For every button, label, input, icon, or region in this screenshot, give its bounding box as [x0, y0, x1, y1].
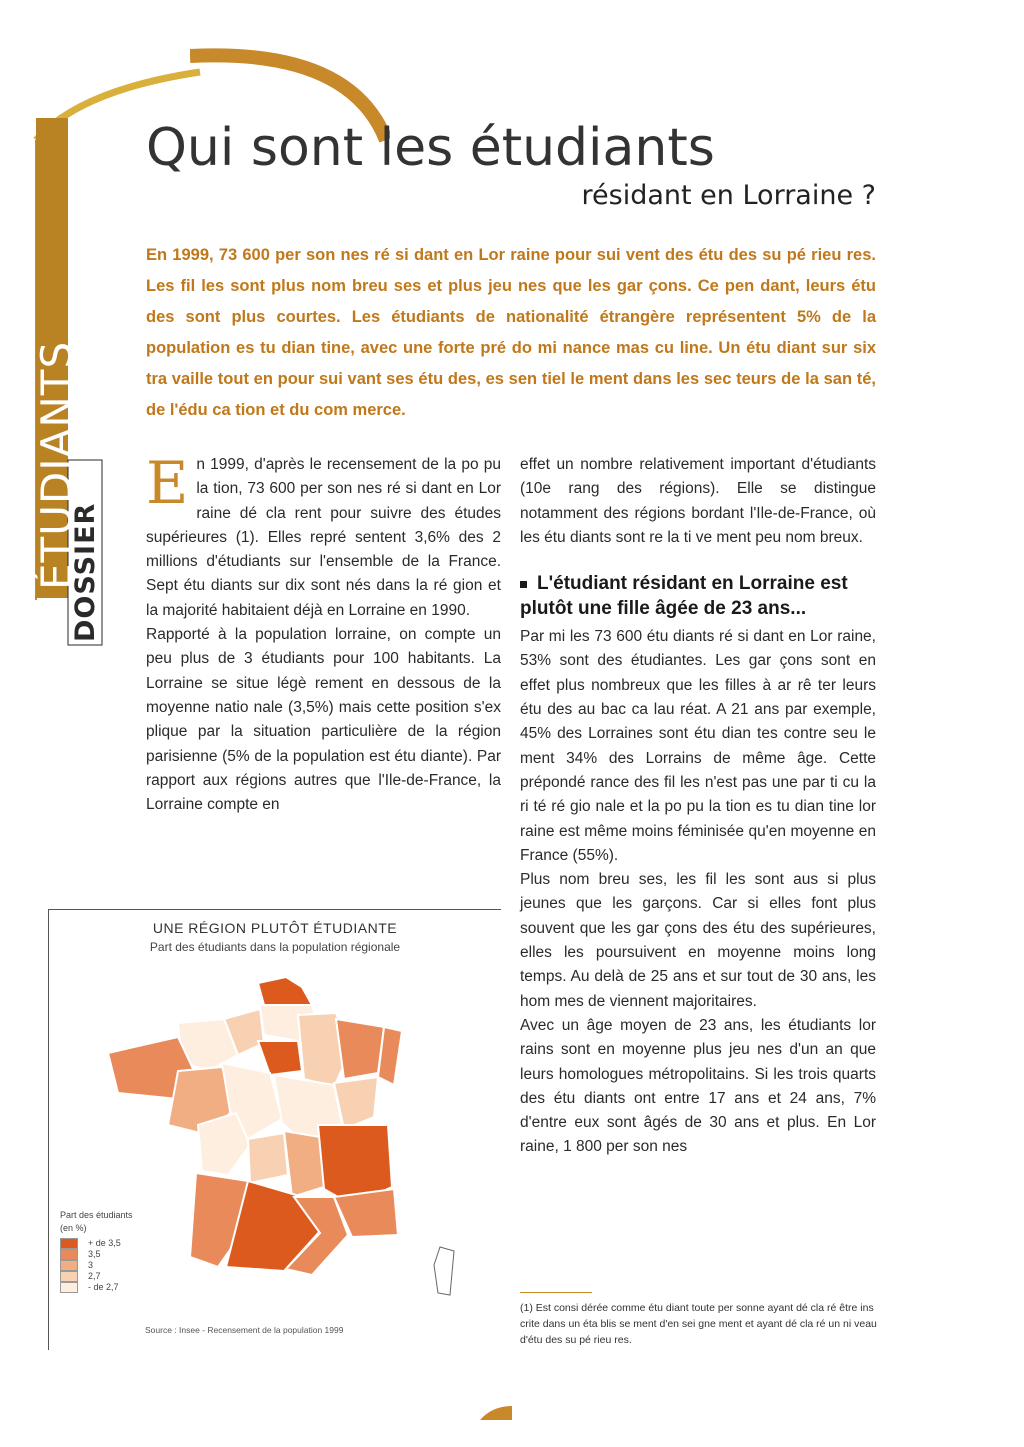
body-paragraph: effet un nombre relativement important d'étudiants (10e rang des régions). Elle se distingue notamment des régions bordant l'Ile-de-France, où les étu diants sont re la ti ve ment peu nom breux.: [520, 456, 876, 546]
legend-label: 3,5: [88, 1249, 101, 1259]
legend-swatch: [60, 1271, 78, 1282]
legend-rows: [60, 1238, 133, 1293]
map-title: UNE RÉGION PLUTÔT ÉTUDIANTE: [152, 920, 398, 936]
legend-swatch: [60, 1249, 78, 1260]
legend-item: [60, 1282, 133, 1293]
page-subtitle: résidant en Lorraine ?: [581, 180, 876, 211]
legend-title: Part des étudiants: [60, 1210, 133, 1220]
footnote-rule: [520, 1292, 592, 1293]
page-title: Qui sont les étudiants: [146, 118, 715, 178]
map-subtitle: Part des étudiants dans la population régionale: [149, 940, 401, 954]
footnote: (1) Est consi dérée comme étu diant toute per sonne ayant dé cla ré être ins crite dans un éta blis se ment d'en sei gne ment et ayant dé cla ré un ni veau d'étu des su pé rieu res.: [520, 1302, 877, 1346]
region-lorraine: [336, 1019, 384, 1079]
section-label: ÉTUDIANTS: [32, 340, 81, 590]
map-source: Source : Insee - Recensement de la population 1999: [145, 1325, 344, 1335]
legend-label: 2,7: [88, 1271, 101, 1281]
page-corner-mark: [478, 1402, 514, 1422]
legend-swatch: [60, 1282, 78, 1293]
dossier-label: DOSSIER: [70, 502, 101, 642]
intro-paragraph: [146, 449, 501, 623]
legend-label: 3: [88, 1260, 94, 1270]
legend-item: [60, 1249, 133, 1260]
section-heading-text: L'étudiant résidant en Lorraine est plutôt une fille âgée de 23 ans...: [520, 573, 848, 619]
drop-cap: E: [146, 449, 189, 517]
legend-item: [60, 1271, 133, 1282]
section-heading: [520, 572, 876, 621]
body-paragraph: Par mi les 73 600 étu diants ré si dant en Lor raine, 53% sont des étudiantes. Les gar çons sont en effet plus nombreux que les filles à ar rê ter leurs étu des au bac ca lau réat. A 21 ans par exemple, 45% des Lorraines sont étu dian tes contre seu le ment 34% des Lorrains de même âge. Cette prépondé rance des fil les n'est pas une par ti cu la ri té ré gio nale et la po pu la tion es tu dian tine lor raine est même moins féminisée qu'en moyenne en France (55%).: [520, 628, 876, 864]
region-corse: [434, 1247, 454, 1295]
lead-paragraph: En 1999, 73 600 per son nes ré si dant en Lor raine pour sui vent des étu des su pé rieu res. Les fil les sont plus nom breu ses et plus jeu nes que les gar çons. Ce pen dant, leurs étu des sont plus courtes. Les étudiants de nationalité étrangère représentent 5% de la population es tu dian tine, avec une forte pré do mi nance mas cu line. Un étu diant sur six tra vaille tout en pour sui vant ses étu des, es sen tiel le ment dans les sec teurs de la san té, de l'édu ca tion et du com merce.: [146, 246, 876, 419]
body-paragraph: Plus nom breu ses, les fil les sont aus si plus jeunes que les garçons. Car si elles font plus souvent que les gar çons des étu des supérieures, elles les poursuivent en moyenne moins long temps. Au delà de 25 ans et sur tout de 30 ans, les hom mes de viennent majoritaires.: [520, 871, 876, 1010]
bullet-icon: [520, 581, 527, 588]
legend-swatch: [60, 1238, 78, 1249]
body-column-1: [146, 449, 501, 817]
region-auvergne: [284, 1131, 324, 1197]
legend-label: + de 3,5: [88, 1238, 121, 1248]
body-paragraph: Avec un âge moyen de 23 ans, les étudiants lor rains sont en moyenne plus jeu nes d'un an que leurs homologues métropolitains. Si les trois quarts des étu diants ont entre 17 ans et 24 ans, 7% d'entre eux sont âgés de 30 ans et plus. En Lor raine, 1 800 per son nes: [520, 1016, 876, 1156]
legend-swatch: [60, 1260, 78, 1271]
legend-item: [60, 1260, 133, 1271]
legend-label: - de 2,7: [88, 1282, 119, 1292]
legend-unit: (en %): [60, 1223, 87, 1233]
body-column-2: [520, 453, 876, 1160]
region-limousin: [248, 1133, 288, 1183]
body-paragraph: Rapporté à la population lorraine, on compte un peu plus de 3 étudiants pour 100 habitants. La Lorraine se situe légè rement en dessous de la moyenne natio nale (3,5%) mais cette position s'ex plique par la situation particulière de la région parisienne (5% de la population est étu diante). Par rapport aux régions autres que l'Ile-de-France, la Lorraine compte en: [146, 626, 501, 814]
legend-item: [60, 1238, 133, 1249]
map-legend: [60, 1210, 133, 1293]
intro-text: n 1999, d'après le recensement de la po pu la tion, 73 600 per son nes ré si dant en Lor raine dé cla rent pour suivre des études supérieures (1). Elles repré sentent 3,6% des 2 millions d'étudiants sur l'ensemble de la France. Sept étu diants sur dix sont nés dans la ré gion et la majorité habitaient déjà en Lorraine en 1990.: [146, 456, 501, 619]
france-regions-map: [98, 975, 468, 1320]
region-ile-de-france: [258, 1041, 302, 1075]
